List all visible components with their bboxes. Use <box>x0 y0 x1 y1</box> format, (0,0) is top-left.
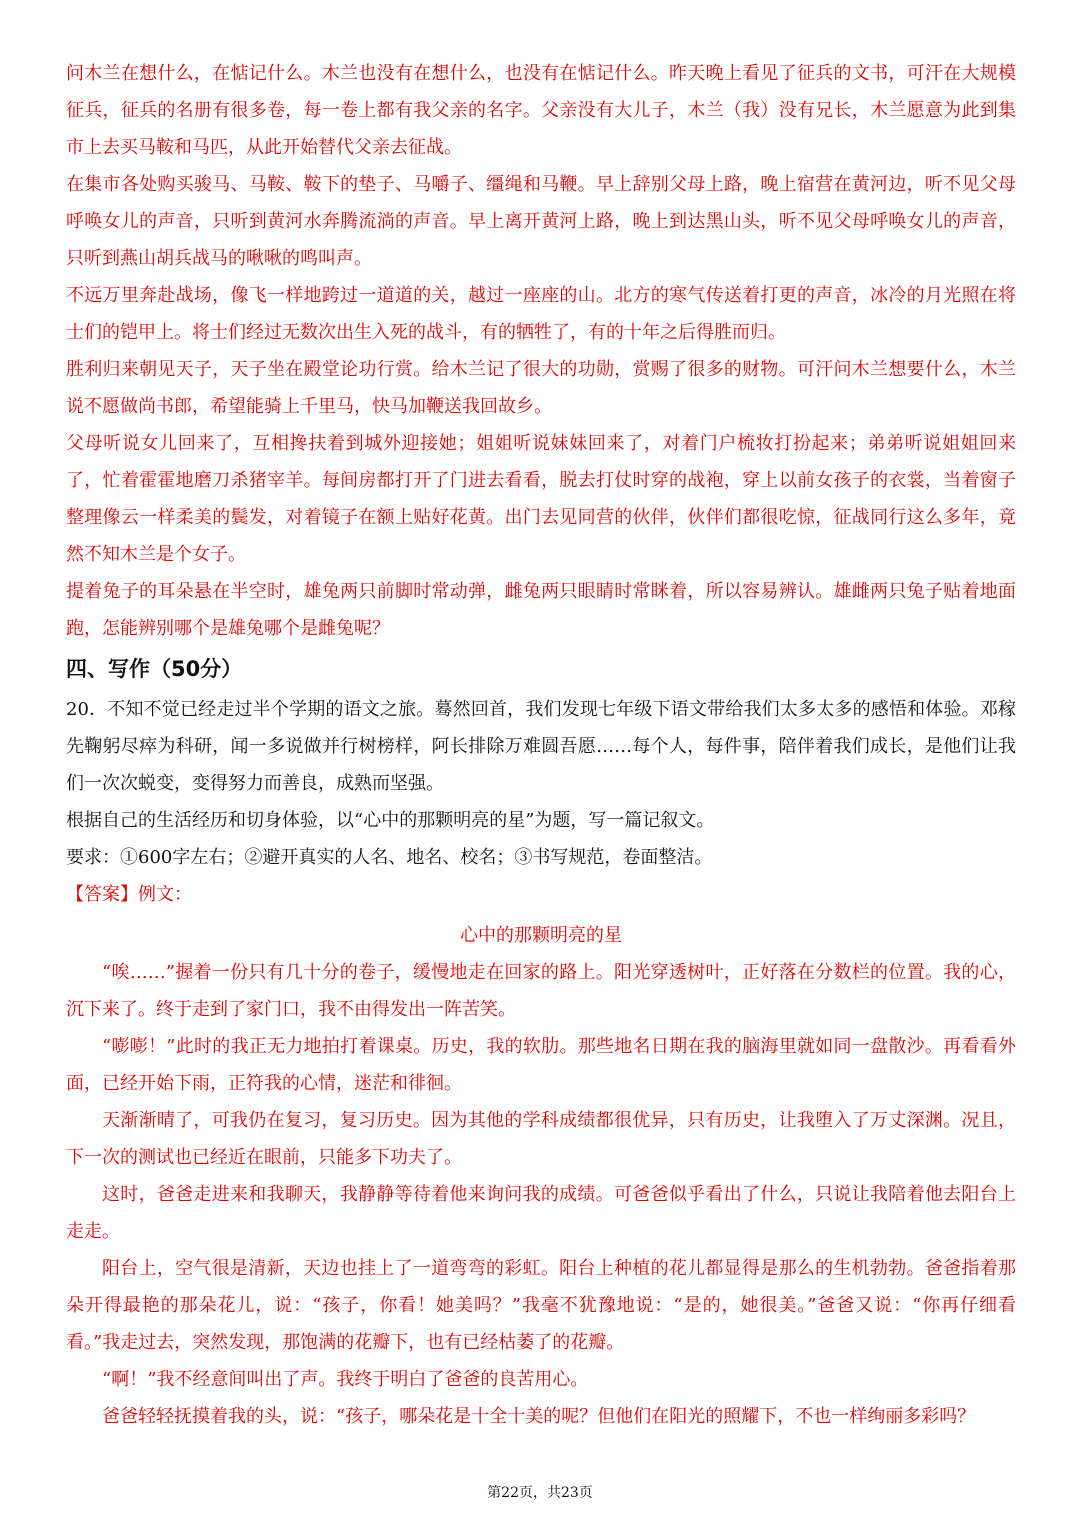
translation-paragraph: 胜利归来朝见天子，天子坐在殿堂论功行赏。给木兰记了很大的功勋，赏赐了很多的财物。可汗问木兰想要什么，木兰说不愿做尚书郎，希望能骑上千里马，快马加鞭送我回故乡。 <box>66 359 1016 417</box>
essay-paragraph: 阳台上，空气很是清新，天边也挂上了一道弯弯的彩虹。阳台上种植的花儿都显得是那么的生机勃勃。爸爸指着那朵开得最艳的那朵花儿，说：“孩子，你看！她美吗？”我毫不犹豫地说：“是的，她很美。”爸爸又说：“你再仔细看看。”我走过去，突然发现，那饱满的花瓣下，也有已经枯萎了的花瓣。 <box>66 1258 1016 1353</box>
essay <box>66 917 1016 1435</box>
answer-label: 【答案】例文： <box>66 884 192 905</box>
question-requirements: 要求：①600字左右；②避开真实的人名、地名、校名；③书写规范，卷面整洁。 <box>66 847 713 868</box>
essay-paragraph: “啊！”我不经意间叫出了声。我终于明白了爸爸的良苦用心。 <box>102 1369 589 1390</box>
section-heading: 四、写作（50分） <box>66 657 243 681</box>
translation-paragraph: 提着兔子的耳朵悬在半空时，雄兔两只前脚时常动弹，雌兔两只眼睛时常眯着，所以容易辨认。雄雌两只兔子贴着地面跑，怎能辨别哪个是雄兔哪个是雌兔呢？ <box>66 581 1016 639</box>
essay-paragraph: “嘭嘭！”此时的我正无力地拍打着课桌。历史，我的软肋。那些地名日期在我的脑海里就如同一盘散沙。再看看外面，已经开始下雨，正符我的心情，迷茫和徘徊。 <box>66 1036 1016 1094</box>
translation-paragraph: 在集市各处购买骏马、马鞍、鞍下的垫子、马嚼子、缰绳和马鞭。早上辞别父母上路，晚上宿营在黄河边，听不见父母呼唤女儿的声音，只听到黄河水奔腾流淌的声音。早上离开黄河上路，晚上到达黑山头，听不见父母呼唤女儿的声音，只听到燕山胡兵战马的啾啾的鸣叫声。 <box>66 174 1016 269</box>
translation-paragraph: 不远万里奔赴战场，像飞一样地跨过一道道的关，越过一座座的山。北方的寒气传送着打更的声音，冰冷的月光照在将士们的铠甲上。将士们经过无数次出生入死的战斗，有的牺牲了，有的十年之后得胜而归。 <box>66 285 1016 343</box>
essay-title: 心中的那颗明亮的星 <box>460 925 622 946</box>
document-page <box>66 55 1016 1435</box>
question-block <box>66 691 1016 876</box>
page-footer: 第22页，共23页 <box>487 1485 593 1501</box>
essay-paragraph: 爸爸轻轻抚摸着我的头，说：“孩子，哪朵花是十全十美的呢？但他们在阳光的照耀下，不也一样绚丽多彩吗？ <box>102 1406 976 1427</box>
essay-paragraph: “唉……”握着一份只有几十分的卷子，缓慢地走在回家的路上。阳光穿透树叶，正好落在分数栏的位置。我的心，沉下来了。终于走到了家门口，我不由得发出一阵苦笑。 <box>66 962 1016 1020</box>
essay-paragraph: 天渐渐晴了，可我仍在复习，复习历史。因为其他的学科成绩都很优异，只有历史，让我堕入了万丈深渊。况且，下一次的测试也已经近在眼前，只能多下功夫了。 <box>66 1110 1016 1168</box>
translation-section <box>66 55 1016 647</box>
question-prompt: 根据自己的生活经历和切身体验，以“心中的那颗明亮的星”为题，写一篇记叙文。 <box>66 810 715 831</box>
translation-paragraph: 父母听说女儿回来了，互相搀扶着到城外迎接她；姐姐听说妹妹回来了，对着门户梳妆打扮起来；弟弟听说姐姐回来了，忙着霍霍地磨刀杀猪宰羊。每间房都打开了门进去看看，脱去打仗时穿的战袍，穿上以前女孩子的衣裳，当着窗子整理像云一样柔美的鬓发，对着镜子在额上贴好花黄。出门去见同营的伙伴，伙伴们都很吃惊，征战同行这么多年，竟然不知木兰是个女子。 <box>66 433 1016 565</box>
question-text: 20．不知不觉已经走过半个学期的语文之旅。蓦然回首，我们发现七年级下语文带给我们太多太多的感悟和体验。邓稼先鞠躬尽瘁为科研，闻一多说做并行树榜样，阿长排除万难圆吾愿……每个人，每件事，陪伴着我们成长，是他们让我们一次次蜕变，变得努力而善良，成熟而坚强。 <box>66 699 1016 794</box>
translation-paragraph: 问木兰在想什么，在惦记什么。木兰也没有在想什么，也没有在惦记什么。昨天晚上看见了征兵的文书，可汗在大规模征兵，征兵的名册有很多卷，每一卷上都有我父亲的名字。父亲没有大儿子，木兰（我）没有兄长，木兰愿意为此到集市上去买马鞍和马匹，从此开始替代父亲去征战。 <box>66 63 1016 158</box>
essay-paragraph: 这时，爸爸走进来和我聊天，我静静等待着他来询问我的成绩。可爸爸似乎看出了什么，只说让我陪着他去阳台上走走。 <box>66 1184 1016 1242</box>
